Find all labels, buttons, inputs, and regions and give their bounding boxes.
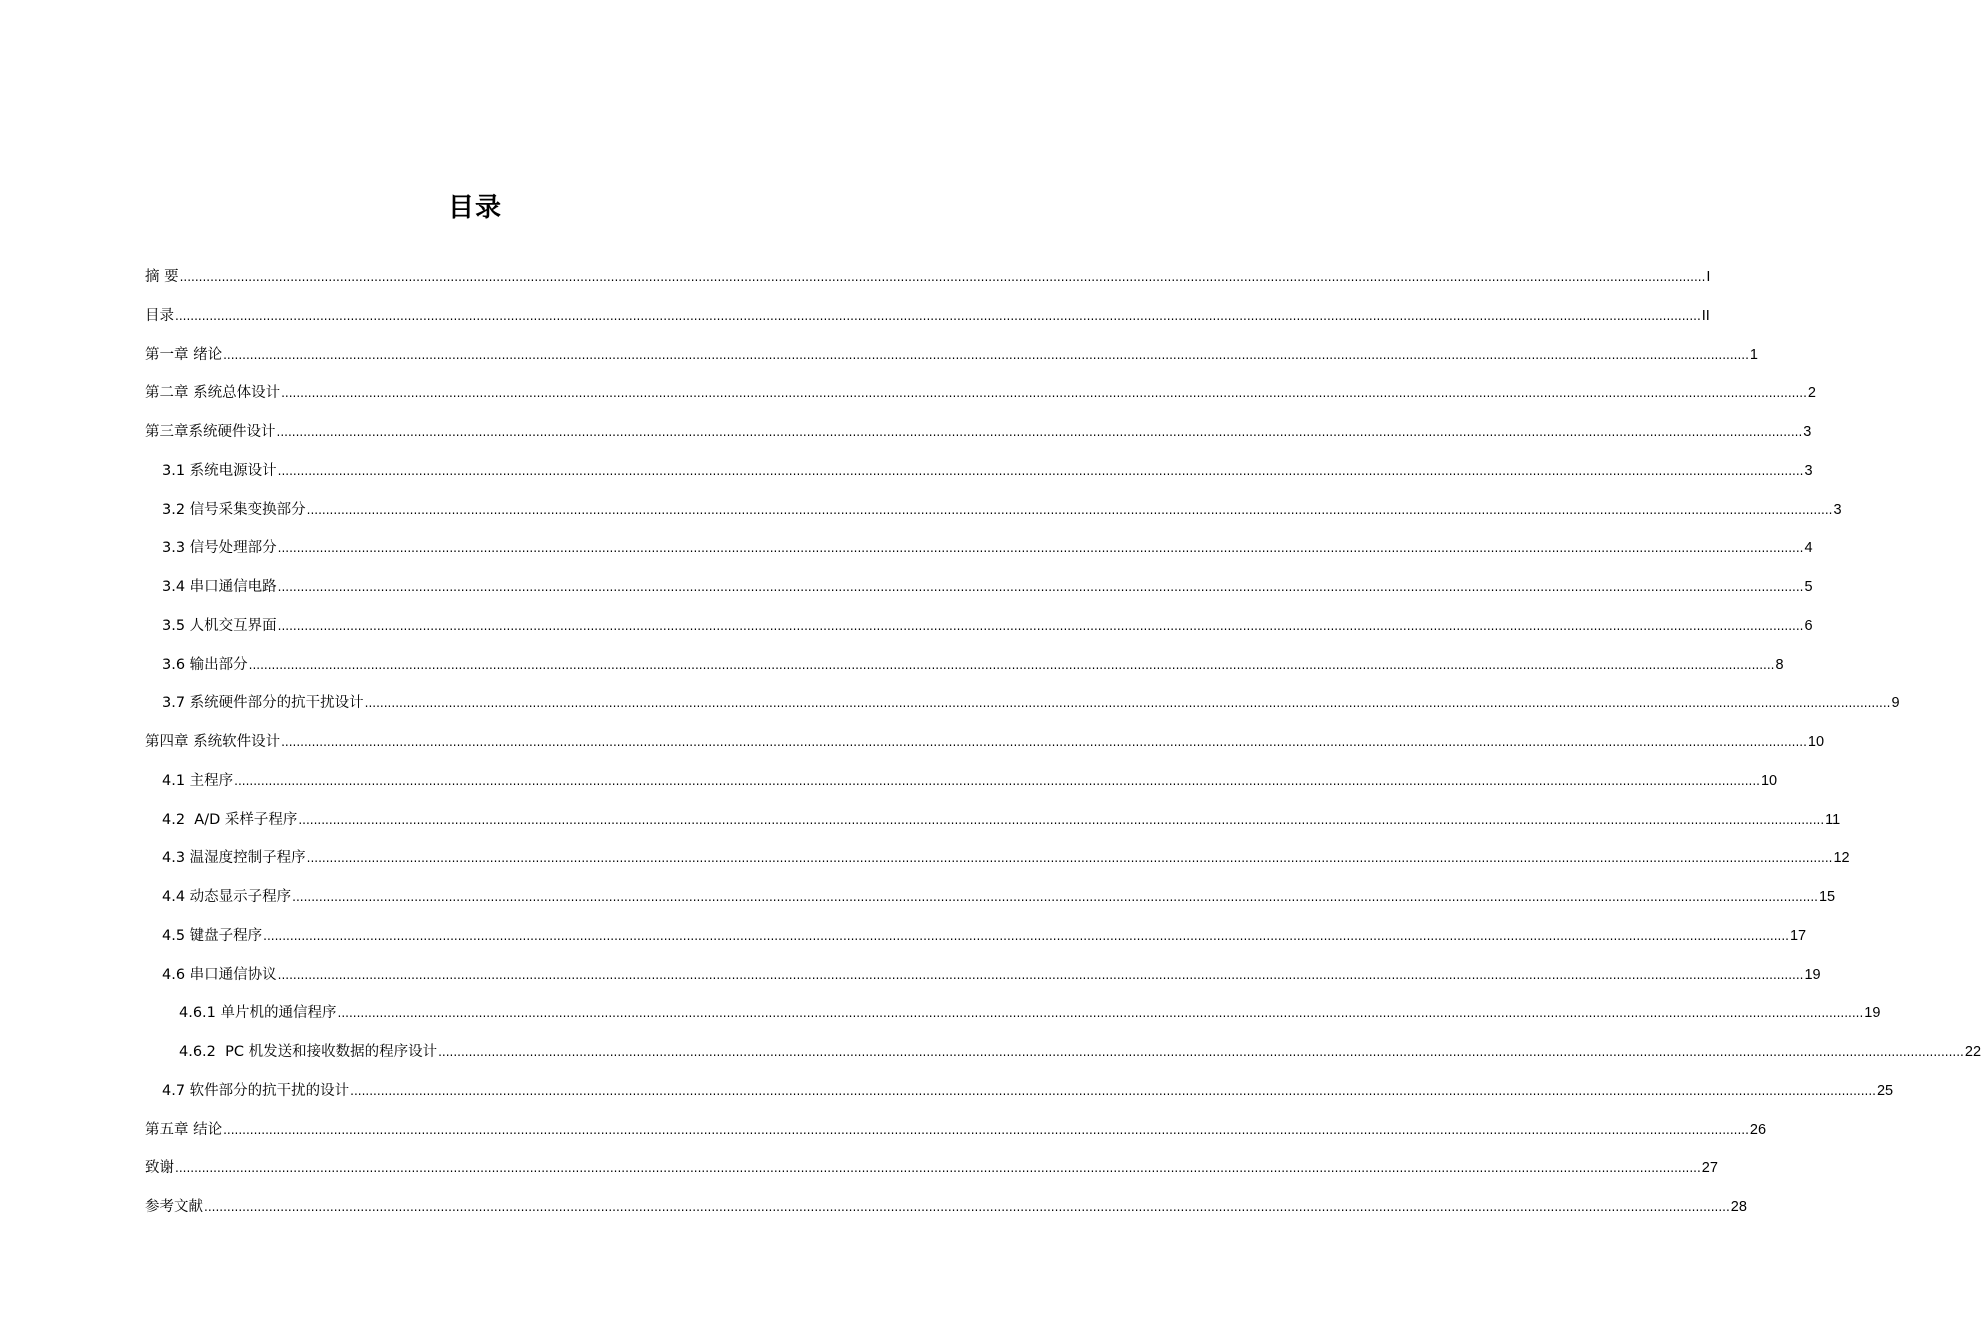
toc-entry-label: 3.5 人机交互界面 xyxy=(162,617,277,634)
table-of-contents xyxy=(145,258,1981,1227)
toc-dot-leader: ................................................................................................................................................................................................................................................................................................................................................................................................................ xyxy=(277,463,1804,478)
toc-entry-page-number: 6 xyxy=(1804,617,1813,634)
toc-dot-leader: ................................................................................................................................................................................................................................................................................................................................................................................................................ xyxy=(179,270,1706,284)
toc-entry-label: 4.4 动态显示子程序 xyxy=(162,889,292,905)
toc-entry-label: 4.6.2 PC 机发送和接收数据的程序设计 xyxy=(179,1044,438,1060)
toc-entry-label: 4.3 温湿度控制子程序 xyxy=(162,850,306,867)
toc-entry-label: 第五章 结论 xyxy=(145,1121,223,1138)
toc-entry-label: 目录 xyxy=(145,307,174,324)
toc-entry[interactable] xyxy=(145,723,1825,762)
toc-entry[interactable] xyxy=(145,878,1836,917)
toc-entry-page-number: 10 xyxy=(1807,734,1825,750)
toc-entry-label: 3.3 信号处理部分 xyxy=(162,540,277,557)
toc-entry-label: 第一章 绪论 xyxy=(145,346,223,363)
toc-dot-leader: ................................................................................................................................................................................................................................................................................................................................................................................................................ xyxy=(263,928,1789,943)
toc-entry-label: 第三章系统硬件设计 xyxy=(145,424,276,440)
toc-entry-page-number: 25 xyxy=(1876,1082,1894,1099)
toc-entry-page-number: 5 xyxy=(1804,579,1813,595)
toc-dot-leader: ................................................................................................................................................................................................................................................................................................................................................................................................................ xyxy=(337,1006,1864,1021)
toc-entry[interactable] xyxy=(145,1033,1981,1072)
toc-dot-leader: ................................................................................................................................................................................................................................................................................................................................................................................................................ xyxy=(277,580,1804,594)
toc-entry-label: 第二章 系统总体设计 xyxy=(145,385,281,402)
toc-entry-page-number: 9 xyxy=(1891,695,1900,712)
toc-dot-leader: ................................................................................................................................................................................................................................................................................................................................................................................................................ xyxy=(223,1122,1749,1137)
toc-entry-page-number: 3 xyxy=(1804,462,1813,479)
toc-dot-leader: ................................................................................................................................................................................................................................................................................................................................................................................................................ xyxy=(292,890,1818,904)
toc-dot-leader: ................................................................................................................................................................................................................................................................................................................................................................................................................ xyxy=(438,1045,1964,1059)
toc-entry[interactable] xyxy=(145,1111,1767,1150)
toc-entry[interactable] xyxy=(145,452,1813,491)
toc-entry[interactable] xyxy=(145,917,1807,956)
toc-entry[interactable] xyxy=(145,994,1881,1033)
toc-entry[interactable] xyxy=(145,646,1784,685)
toc-entry-page-number: 11 xyxy=(1825,811,1841,828)
toc-entry[interactable] xyxy=(145,1149,1718,1188)
toc-entry-page-number: 19 xyxy=(1804,966,1821,983)
toc-entry-page-number: 3 xyxy=(1803,424,1812,440)
toc-dot-leader: ................................................................................................................................................................................................................................................................................................................................................................................................................ xyxy=(248,657,1775,672)
toc-dot-leader: ................................................................................................................................................................................................................................................................................................................................................................................................................ xyxy=(204,1200,1730,1214)
toc-dot-leader: ................................................................................................................................................................................................................................................................................................................................................................................................................ xyxy=(223,347,1749,362)
toc-entry-page-number: 26 xyxy=(1749,1121,1767,1138)
toc-entry[interactable] xyxy=(145,684,1900,723)
toc-entry-page-number: 10 xyxy=(1760,772,1778,789)
toc-entry-page-number: 22 xyxy=(1964,1044,1981,1060)
toc-entry-page-number: II xyxy=(1701,307,1710,324)
toc-entry[interactable] xyxy=(145,1072,1894,1111)
toc-dot-leader: ................................................................................................................................................................................................................................................................................................................................................................................................................ xyxy=(306,851,1833,866)
toc-dot-leader: ................................................................................................................................................................................................................................................................................................................................................................................................................ xyxy=(350,1083,1876,1098)
toc-entry-label: 第四章 系统软件设计 xyxy=(145,734,281,750)
toc-entry-label: 3.7 系统硬件部分的抗干扰设计 xyxy=(162,695,364,712)
toc-dot-leader: ................................................................................................................................................................................................................................................................................................................................................................................................................ xyxy=(175,1161,1701,1176)
toc-dot-leader: ................................................................................................................................................................................................................................................................................................................................................................................................................ xyxy=(364,696,1891,711)
toc-entry-page-number: 17 xyxy=(1789,927,1807,944)
toc-entry-label: 摘 要 xyxy=(145,269,179,285)
toc-entry-label: 4.6 串口通信协议 xyxy=(162,966,277,983)
toc-entry-label: 致谢 xyxy=(145,1160,174,1177)
toc-entry[interactable] xyxy=(145,801,1841,840)
toc-entry[interactable] xyxy=(145,374,1816,413)
toc-entry-label: 参考文献 xyxy=(145,1199,203,1215)
toc-dot-leader: ................................................................................................................................................................................................................................................................................................................................................................................................................ xyxy=(175,308,1701,323)
toc-entry-page-number: 3 xyxy=(1833,501,1842,518)
toc-entry-label: 3.2 信号采集变换部分 xyxy=(162,501,306,518)
toc-entry[interactable] xyxy=(145,336,1758,375)
toc-dot-leader: ................................................................................................................................................................................................................................................................................................................................................................................................................ xyxy=(276,425,1803,439)
toc-entry-label: 4.1 主程序 xyxy=(162,772,234,789)
toc-dot-leader: ................................................................................................................................................................................................................................................................................................................................................................................................................ xyxy=(281,386,1807,401)
toc-entry-label: 3.1 系统电源设计 xyxy=(162,462,277,479)
toc-entry[interactable] xyxy=(145,258,1711,297)
toc-entry-label: 4.2 A/D 采样子程序 xyxy=(162,811,298,828)
toc-entry[interactable] xyxy=(145,839,1850,878)
toc-entry-page-number: I xyxy=(1706,269,1711,285)
toc-entry[interactable] xyxy=(145,1188,1747,1227)
toc-dot-leader: ................................................................................................................................................................................................................................................................................................................................................................................................................ xyxy=(306,502,1833,517)
toc-entry-label: 4.5 键盘子程序 xyxy=(162,927,263,944)
toc-entry[interactable] xyxy=(145,568,1813,607)
toc-entry-page-number: 12 xyxy=(1833,850,1850,867)
toc-entry-page-number: 19 xyxy=(1864,1005,1881,1022)
toc-entry[interactable] xyxy=(145,762,1778,801)
toc-entry[interactable] xyxy=(145,491,1842,530)
toc-dot-leader: ................................................................................................................................................................................................................................................................................................................................................................................................................ xyxy=(281,735,1807,749)
toc-entry-page-number: 2 xyxy=(1807,385,1816,402)
toc-entry[interactable] xyxy=(145,529,1813,568)
toc-dot-leader: ................................................................................................................................................................................................................................................................................................................................................................................................................ xyxy=(277,541,1804,556)
toc-entry-page-number: 28 xyxy=(1730,1199,1747,1215)
toc-entry-label: 4.6.1 单片机的通信程序 xyxy=(179,1005,337,1022)
toc-entry-page-number: 27 xyxy=(1701,1160,1718,1177)
toc-dot-leader: ................................................................................................................................................................................................................................................................................................................................................................................................................ xyxy=(277,967,1804,982)
toc-entry[interactable] xyxy=(145,413,1812,452)
toc-entry-page-number: 1 xyxy=(1749,346,1758,363)
toc-entry[interactable] xyxy=(145,956,1821,995)
toc-title: 目录 xyxy=(447,193,502,223)
toc-entry-label: 4.7 软件部分的抗干扰的设计 xyxy=(162,1082,350,1099)
toc-entry-label: 3.6 输出部分 xyxy=(162,656,248,673)
toc-entry[interactable] xyxy=(145,297,1710,336)
toc-dot-leader: ................................................................................................................................................................................................................................................................................................................................................................................................................ xyxy=(298,812,1825,827)
toc-entry-page-number: 4 xyxy=(1804,540,1813,557)
toc-entry-page-number: 8 xyxy=(1775,656,1784,673)
toc-dot-leader: ................................................................................................................................................................................................................................................................................................................................................................................................................ xyxy=(277,618,1804,633)
toc-entry-label: 3.4 串口通信电路 xyxy=(162,579,277,595)
toc-entry-page-number: 15 xyxy=(1818,889,1836,905)
toc-dot-leader: ................................................................................................................................................................................................................................................................................................................................................................................................................ xyxy=(234,773,1760,788)
toc-entry[interactable] xyxy=(145,607,1813,646)
